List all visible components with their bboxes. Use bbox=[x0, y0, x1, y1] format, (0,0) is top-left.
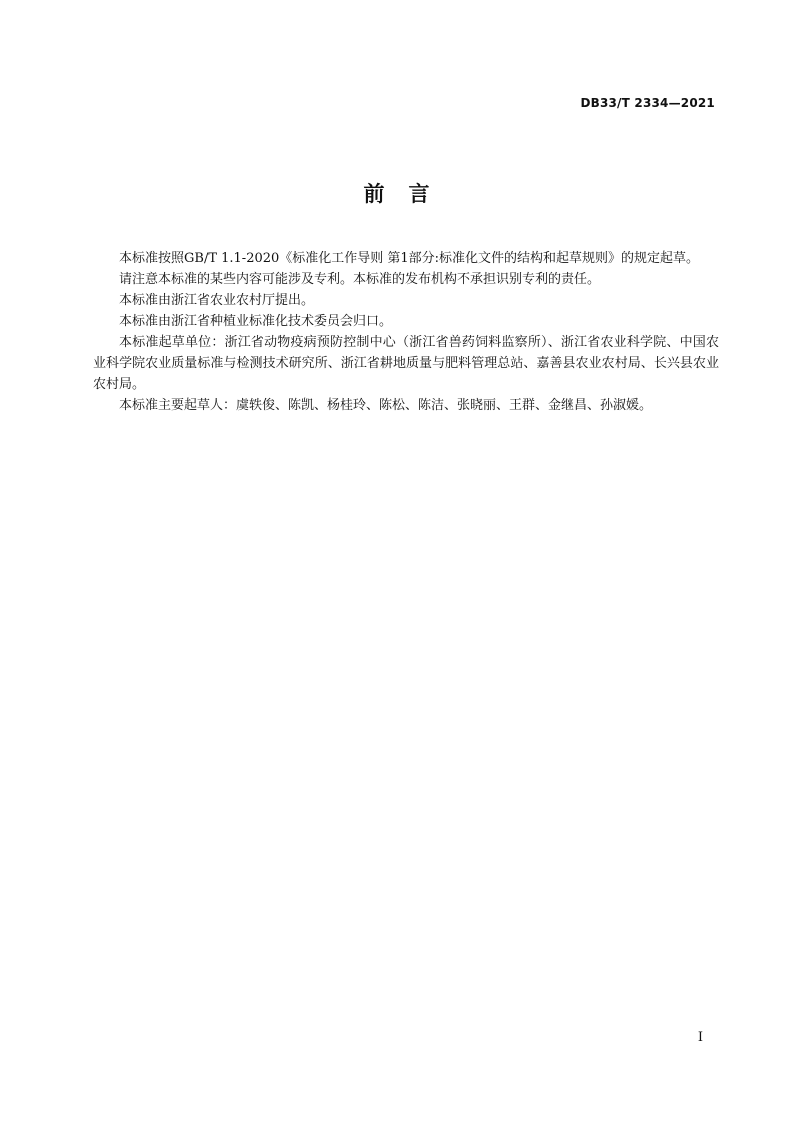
standard-code: DB33/T 2334—2021 bbox=[580, 96, 715, 110]
paragraph-technical-committee: 本标准由浙江省种植业标准化技术委员会归口。 bbox=[119, 314, 393, 329]
paragraph-main-drafters: 本标准主要起草人：虞轶俊、陈凯、杨桂玲、陈松、陈洁、张晓丽、王群、金继昌、孙淑媛。 bbox=[119, 398, 653, 413]
paragraph-drafting-units: 本标准起草单位：浙江省动物疫病预防控制中心（浙江省兽药饲料监察所）、浙江省农业科学院、中国农业科学院农业质量标准与检测技术研究所、浙江省耕地质量与肥料管理总站、嘉善县农业农村局、长兴县农业农村局。 bbox=[93, 335, 719, 392]
page-title-char-1: 前 bbox=[363, 182, 385, 206]
page-number: I bbox=[697, 1030, 703, 1045]
paragraph-proposer: 本标准由浙江省农业农村厅提出。 bbox=[119, 293, 315, 308]
page-title-char-2: 言 bbox=[408, 182, 430, 206]
paragraph-patent-notice: 请注意本标准的某些内容可能涉及专利。本标准的发布机构不承担识别专利的责任。 bbox=[119, 272, 601, 287]
paragraph-drafting-rules: 本标准按照GB/T 1.1-2020《标准化工作导则 第1部分:标准化文件的结构和起草规则》的规定起草。 bbox=[119, 251, 700, 266]
page-title bbox=[0, 178, 793, 208]
foreword-body bbox=[93, 248, 719, 416]
